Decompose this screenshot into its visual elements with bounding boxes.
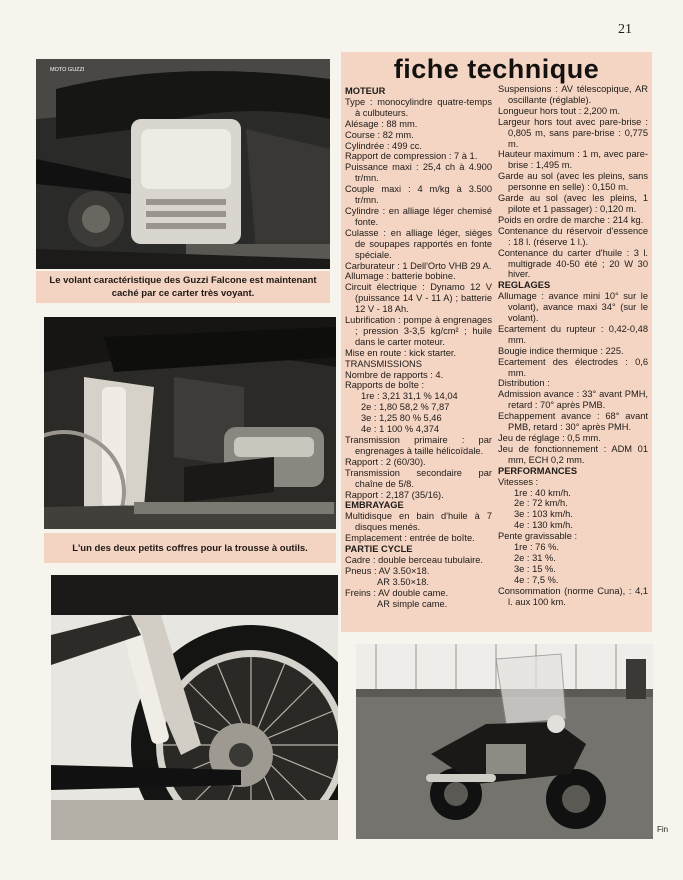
spec-line: 2e : 1,80 58,2 % 7,87 <box>361 402 450 413</box>
spec-line: Poids en ordre de marche : 214 kg. <box>498 214 644 225</box>
spec-line: 3e : 15 %. <box>514 563 556 574</box>
spec-line: 2e : 72 km/h. <box>514 498 568 509</box>
spec-line: Puissance maxi : 25,4 ch à 4.900 tr/mn. <box>345 162 492 184</box>
spec-line: Allumage : avance mini 10° sur le volant), avance maxi 34° (sur le volant). <box>498 291 648 324</box>
fiche-column-right <box>498 84 648 608</box>
caption-middle: L'un des deux petits coffres pour la trousse à outils. <box>44 533 336 563</box>
spec-line: Mise en route : kick starter. <box>345 347 457 358</box>
section-heading: TRANSMISSIONS <box>345 358 422 369</box>
end-mark: Fin <box>657 825 669 834</box>
spec-line: Emplacement : entrée de boîte. <box>345 533 475 544</box>
spec-line: Carburateur : 1 Dell'Orto VHB 29 A. <box>345 260 492 271</box>
spec-line: Pneus : AV 3.50×18. <box>345 565 430 576</box>
spec-line: Transmission primaire : par engrenages à taille hélicoïdale. <box>345 435 492 456</box>
spec-line: Circuit électrique : Dynamo 12 V (puissance 14 V - 11 A) ; batterie 12 V - 18 Ah. <box>345 282 492 315</box>
spec-line: Echappement avance : 68° avant PMB, retard : 30° après PMH. <box>498 411 648 433</box>
section-heading: PARTIE CYCLE <box>345 544 413 555</box>
section-heading: MOTEUR <box>345 86 386 96</box>
spec-line: 4e : 130 km/h. <box>514 520 573 531</box>
page-number: 21 <box>618 22 632 37</box>
photo-tank-label: MOTO GUZZI <box>50 67 85 73</box>
spec-line: Pente gravissable : <box>498 531 578 542</box>
spec-line: Hauteur maximum : 1 m, avec pare-brise : 1,495 m. <box>498 149 648 171</box>
photo-rear-wheel <box>51 575 338 840</box>
photo-motorcycle <box>356 644 653 839</box>
spec-line: Course : 82 mm. <box>345 129 414 140</box>
spec-line: Freins : AV double came. <box>345 587 449 598</box>
spec-line: Ecartement des électrodes : 0,6 mm. <box>498 356 648 378</box>
spec-line: Vitesses : <box>498 476 539 487</box>
spec-line: Largeur hors tout avec pare-brise : 0,805 m, sans pare-brise : 0,775 m. <box>498 116 648 149</box>
spec-line: Alésage : 88 mm. <box>345 118 418 129</box>
spec-line: Nombre de rapports : 4. <box>345 369 444 380</box>
spec-line: Transmission secondaire par chaîne de 5/8. <box>345 467 492 489</box>
spec-line: 3e : 1,25 80 % 5,46 <box>361 413 442 424</box>
spec-line: Rapport : 2,187 (35/16). <box>345 489 444 500</box>
spec-line: 3e : 103 km/h. <box>514 509 573 520</box>
spec-line: Type : monocylindre quatre-temps à culbuteurs. <box>345 96 492 118</box>
spec-line: 1re : 3,21 31,1 % 14,04 <box>361 391 458 402</box>
fiche-title: fiche technique <box>393 54 600 84</box>
spec-line: 1re : 40 km/h. <box>514 487 571 498</box>
spec-line: Rapports de boîte : <box>345 380 425 391</box>
spec-line: Longueur hors tout : 2,200 m. <box>498 105 620 116</box>
photo-tool-box <box>44 317 336 529</box>
spec-line: Jeu de fonctionnement : ADM 01 mm, ECH 0,2 mm. <box>498 443 648 465</box>
photo-engine-carter <box>36 59 330 269</box>
caption-top: Le volant caractéristique des Guzzi Falcone est maintenant caché par ce carter très voyant. <box>36 271 330 303</box>
spec-line: Culasse : en alliage léger, sièges de soupapes rapportés en fonte spéciale. <box>345 227 492 260</box>
spec-line: Distribution : <box>498 378 550 389</box>
spec-line: Cylindrée : 499 cc. <box>345 140 422 151</box>
spec-line: 4e : 7,5 %. <box>514 574 559 585</box>
spec-line: Couple maxi : 4 m/kg à 3.500 tr/mn. <box>345 184 492 206</box>
spec-line: Contenance du carter d'huile : 3 l. multigrade 40-50 été ; 20 W 30 hiver. <box>498 247 648 280</box>
spec-line: Multidisque en bain d'huile à 7 disques menés. <box>345 511 492 533</box>
spec-line: Allumage : batterie bobine. <box>345 271 456 282</box>
spec-line: Lubrification : pompe à engrenages ; pression 3-3,5 kg/cm² ; huile dans le carter moteur. <box>345 315 492 347</box>
spec-line: Suspensions : AV télescopique, AR oscillante (réglable). <box>498 84 648 105</box>
section-heading: REGLAGES <box>498 280 551 291</box>
section-heading: EMBRAYAGE <box>345 500 404 511</box>
spec-line: Consommation (norme Cuna), : 4,1 l. aux 100 km. <box>498 585 648 607</box>
fiche-column-left <box>345 86 492 610</box>
spec-line: AR 3.50×18. <box>377 576 429 587</box>
spec-line: Cylindre : en alliage léger chemisé fonte. <box>345 205 492 227</box>
section-heading: PERFORMANCES <box>498 465 578 476</box>
spec-line: Bougie indice thermique : 225. <box>498 345 624 356</box>
spec-line: 4e : 1 100 % 4,374 <box>361 424 440 435</box>
spec-line: 1re : 76 %. <box>514 542 559 553</box>
spec-line: Garde au sol (avec les pleins, 1 pilote et 1 passager) : 0,120 m. <box>498 193 648 214</box>
spec-line: Admission avance : 33° avant PMH, retard : 70° après PMB. <box>498 389 648 411</box>
spec-line: Cadre : double berceau tubulaire. <box>345 554 483 565</box>
spec-line: Rapport de compression : 7 à 1. <box>345 151 478 162</box>
spec-line: Garde au sol (avec les pleins, sans personne en selle) : 0,150 m. <box>498 171 648 193</box>
spec-line: Ecartement du rupteur : 0,42-0,48 mm. <box>498 323 648 345</box>
spec-line: Rapport : 2 (60/30). <box>345 456 426 467</box>
spec-line: Contenance du réservoir d'essence : 18 l. (réserve 1 l.). <box>498 225 648 247</box>
spec-line: AR simple came. <box>377 598 448 609</box>
spec-line: Jeu de réglage : 0,5 mm. <box>498 433 601 443</box>
spec-line: 2e : 31 %. <box>514 552 556 563</box>
